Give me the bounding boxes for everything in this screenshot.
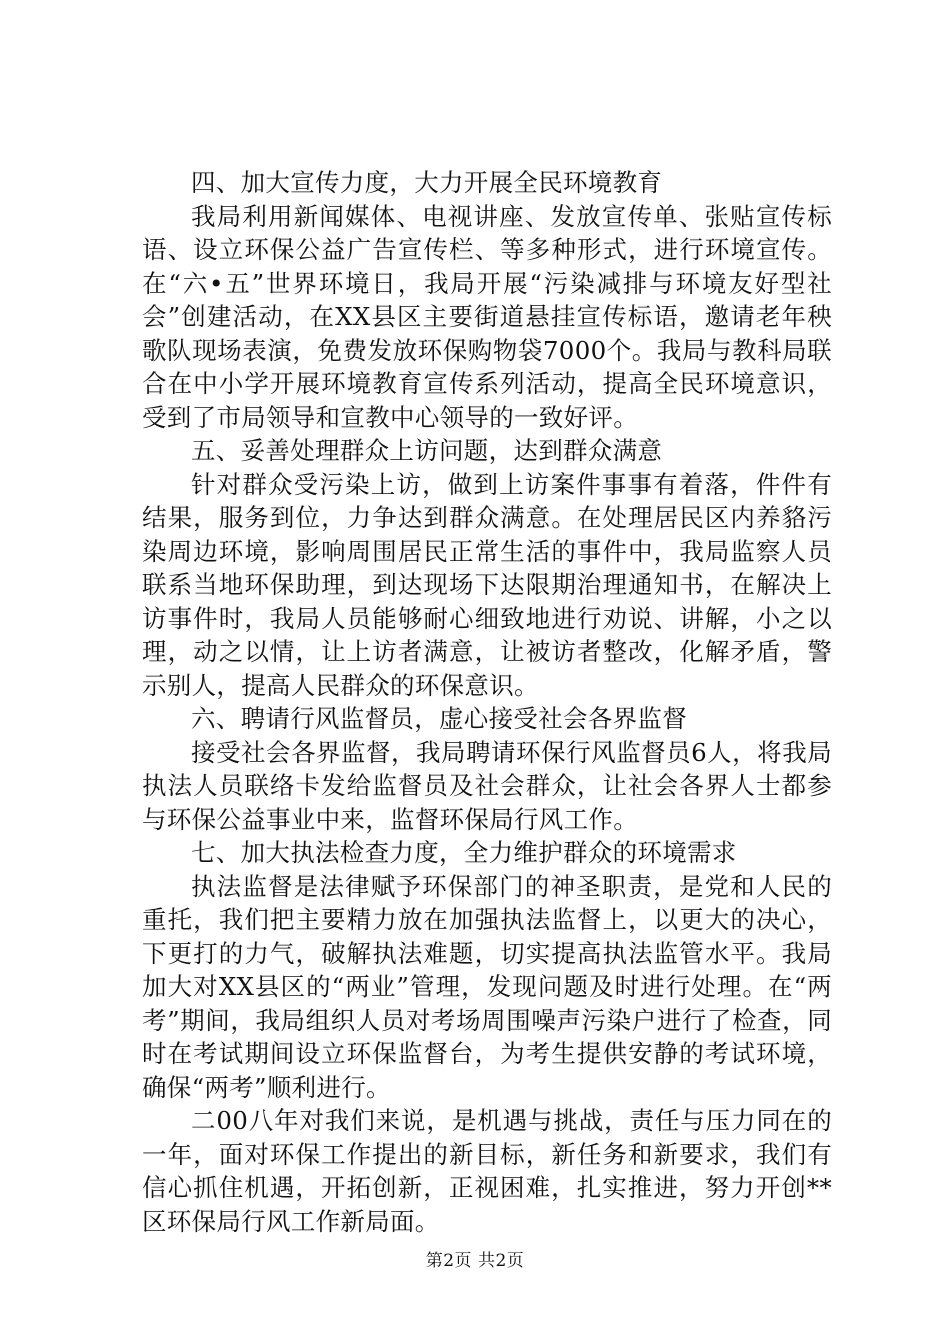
page-footer: 第2页 共2页: [425, 1251, 525, 1271]
section-4-heading: 四、加大宣传力度，大力开展全民环境教育: [191, 168, 663, 197]
section-5-body: 针对群众受污染上访，做到上访案件事事有着落，件件有结果，服务到位，力争达到群众满意。在处理居民区内养貉污染周边环境，影响周围居民正常生活的事件中，我局监察人员联系当地环保助理，到达现场下达限期治理通知书，在解决上访事件时，我局人员能够耐心细致地进行劝说、讲解，小之以理，动之以情，让上访者满意，让被访者整改，化解矛盾，警示别人，提高人民群众的环保意识。: [142, 469, 832, 700]
section-6-body: 接受社会各界监督，我局聘请环保行风监督员6人，将我局执法人员联络卡发给监督员及社会群众，让社会各界人士都参与环保公益事业中来，监督环保局行风工作。: [142, 737, 832, 834]
section-4-body: 我局利用新闻媒体、电视讲座、发放宣传单、张贴宣传标语、设立环保公益广告宣传栏、等多种形式，进行环境宣传。在“六•五”世界环境日，我局开展“污染减排与环境友好型社会”创建活动，在XX县区主要街道悬挂宣传标语，邀请老年秧歌队现场表演，免费发放环保购物袋7000个。我局与教科局联合在中小学开展环境教育宣传系列活动，提高全民环境意识，受到了市局领导和宣教中心领导的一致好评。: [142, 201, 832, 432]
section-6-heading: 六、聘请行风监督员，虚心接受社会各界监督: [191, 704, 687, 733]
closing-paragraph: 二00八年对我们来说，是机遇与挑战，责任与压力同在的一年，面对环保工作提出的新目标，新任务和新要求，我们有信心抓住机遇，开拓创新，正视困难，扎实推进，努力开创**区环保局行风工作新局面。: [142, 1106, 832, 1236]
section-5-heading: 五、妥善处理群众上访问题，达到群众满意: [191, 436, 663, 465]
section-7-body: 执法监督是法律赋予环保部门的神圣职责，是党和人民的重托，我们把主要精力放在加强执法监督上，以更大的决心，下更打的力气，破解执法难题，切实提高执法监管水平。我局加大对XX县区的“两业”管理，发现问题及时进行处理。在“两考”期间，我局组织人员对考场周围噪声污染户进行了检查，同时在考试期间设立环保监督台，为考生提供安静的考试环境，确保“两考”顺利进行。: [142, 871, 833, 1102]
document-body: [142, 166, 832, 1238]
section-7-heading: 七、加大执法检查力度，全力维护群众的环境需求: [191, 838, 737, 867]
